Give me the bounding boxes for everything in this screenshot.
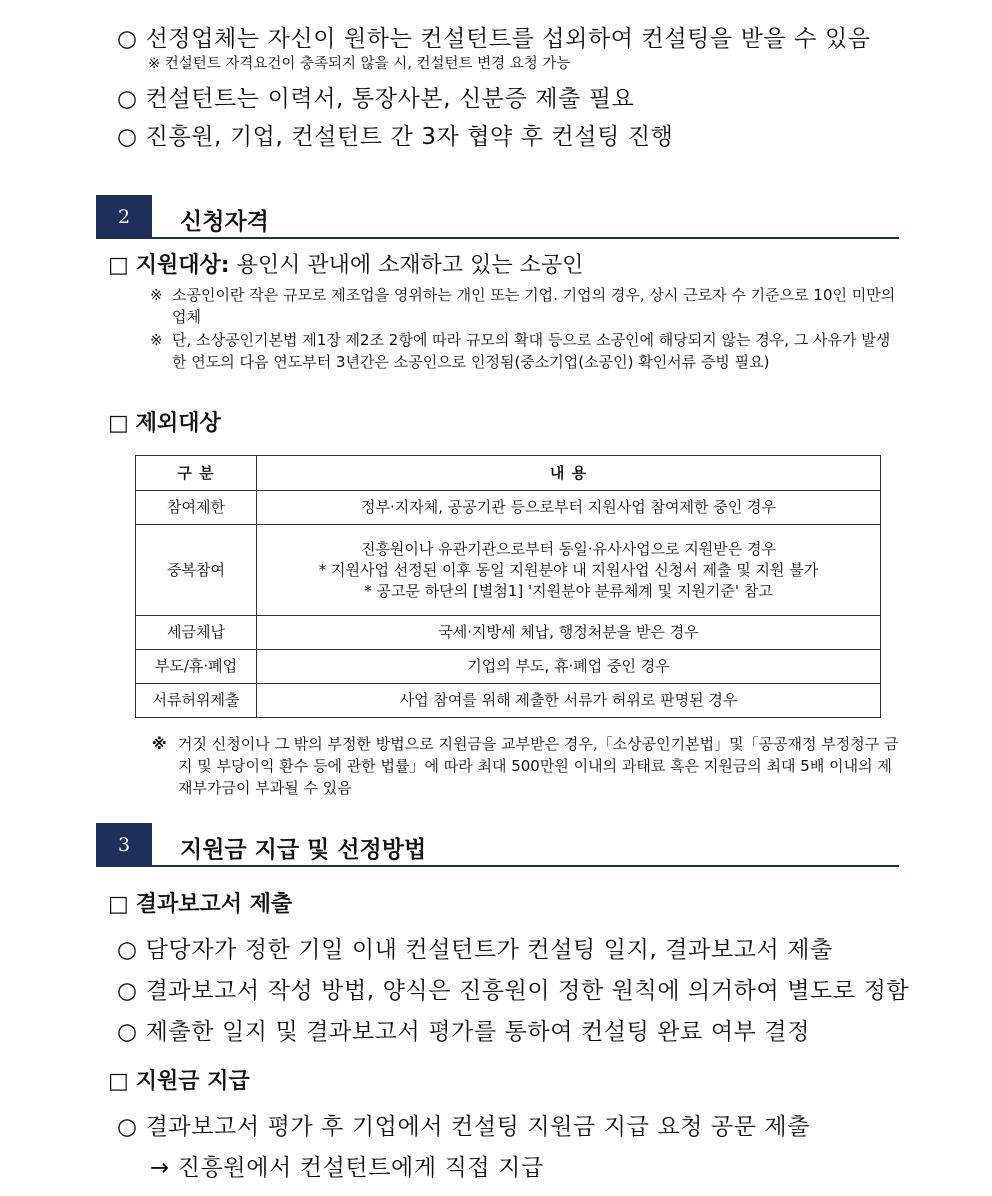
- section-2-rule: [96, 237, 899, 239]
- payment-arrow-line: → 진흥원에서 컨설턴트에게 직접 지급: [150, 1155, 544, 1181]
- report-label: 결과보고서 제출: [135, 892, 293, 917]
- row-category: 서류허위제출: [136, 684, 257, 718]
- target-heading: [108, 248, 583, 279]
- table-row: [136, 650, 881, 684]
- payment-label: 지원금 지급: [135, 1069, 250, 1094]
- table-row: [136, 616, 881, 650]
- consultant-docs-line: ○ 컨설턴트는 이력서, 통장사본, 신분증 제출 필요: [117, 86, 635, 112]
- payment-checkbox-mark: □: [108, 1069, 129, 1094]
- exclusion-checkbox-mark: □: [108, 411, 129, 436]
- note1-text: 소공인이란 작은 규모로 제조업을 영위하는 개인 또는 기업. 기업의 경우, 상시 근로자 수 기준으로 10인 미만의 업체: [172, 286, 896, 326]
- note1-mark: ※: [150, 286, 163, 304]
- note2-text: 단, 소상공인기본법 제1장 제2조 2항에 따라 규모의 확대 등으로 소공인에 해당되지 않는 경우, 그 사유가 발생한 연도의 다음 연도부터 3년간은 소공인으로 인정됨(중소기업(소공인) 확인서류 증빙 필요): [172, 331, 891, 371]
- table-row: [136, 684, 881, 718]
- row-content: 기업의 부도, 휴·폐업 중인 경우: [257, 650, 881, 684]
- note2-mark: ※: [150, 331, 163, 349]
- row-content: 사업 참여를 위해 제출한 서류가 허위로 판명된 경우: [257, 684, 881, 718]
- penalty-text: 거짓 신청이나 그 밖의 부정한 방법으로 지원금을 교부받은 경우,「소상공인기본법」및「공공재정 부정청구 금지 및 부당이익 환수 등에 관한 법률」에 따라 최대 500만원 이내의 과태료 혹은 지원금의 최대 5배 이내의 제재부가금이 부과될 수 있음: [178, 735, 899, 797]
- report-heading: [108, 887, 292, 918]
- row-category: 중복참여: [136, 525, 257, 616]
- row-content: 정부·지자체, 공공기관 등으로부터 지원사업 참여제한 중인 경우: [257, 491, 881, 525]
- section-2-number: 2: [96, 195, 152, 239]
- penalty-mark: ※: [152, 735, 167, 753]
- report-checkbox-mark: □: [108, 892, 129, 917]
- consultant-choice-line: ○ 선정업체는 자신이 원하는 컨설턴트를 섭외하여 컨설팅을 받을 수 있음: [117, 26, 871, 52]
- three-party-agreement-line: ○ 진흥원, 기업, 컨설턴트 간 3자 협약 후 컨설팅 진행: [117, 124, 674, 150]
- report-item: ○ 제출한 일지 및 결과보고서 평가를 통하여 컨설팅 완료 여부 결정: [117, 1019, 811, 1045]
- header-content: 내 용: [257, 456, 881, 491]
- row-content-line: * 지원사업 선정된 이후 동일 지원분야 내 지원사업 신청서 제출 및 지원 불가: [318, 560, 819, 579]
- table-row: [136, 491, 881, 525]
- penalty-note: [152, 733, 902, 799]
- header-category: 구 분: [136, 456, 257, 491]
- row-category: 참여제한: [136, 491, 257, 525]
- exclusion-table: [135, 455, 881, 718]
- table-header-row: [136, 456, 881, 491]
- row-category: 세금체납: [136, 616, 257, 650]
- section-3-number: 3: [96, 823, 152, 867]
- row-content-line: * 공고문 하단의 [별첨1] '지원분야 분류체계 및 지원기준' 참고: [364, 581, 773, 600]
- section-3-rule: [96, 865, 899, 867]
- small-business-exception-note: [150, 329, 902, 373]
- exclusion-label: 제외대상: [135, 411, 221, 436]
- section-2-title: 신청자격: [180, 208, 269, 235]
- row-category: 부도/휴·폐업: [136, 650, 257, 684]
- consultant-change-note: ※ 컨설턴트 자격요건이 충족되지 않을 시, 컨설턴트 변경 요청 가능: [148, 56, 571, 72]
- section-3-title: 지원금 지급 및 선정방법: [180, 836, 427, 863]
- row-content: [257, 525, 881, 616]
- row-content: 국세·지방세 체납, 행정처분을 받은 경우: [257, 616, 881, 650]
- target-text: 용인시 관내에 소재하고 있는 소공인: [236, 253, 584, 278]
- report-item: ○ 담당자가 정한 기일 이내 컨설턴트가 컨설팅 일지, 결과보고서 제출: [117, 937, 833, 963]
- row-content-line: 진흥원이나 유관기관으로부터 동일·유사사업으로 지원받은 경우: [360, 539, 777, 558]
- target-checkbox-mark: □: [108, 253, 129, 278]
- report-item: ○ 결과보고서 작성 방법, 양식은 진흥원이 정한 원칙에 의거하여 별도로 정함: [117, 978, 910, 1004]
- payment-item: ○ 결과보고서 평가 후 기업에서 컨설팅 지원금 지급 요청 공문 제출: [117, 1114, 811, 1140]
- exclusion-heading: [108, 406, 221, 437]
- table-row: [136, 525, 881, 616]
- payment-heading: [108, 1064, 250, 1095]
- target-label: 지원대상:: [135, 253, 230, 278]
- small-business-definition-note: [150, 284, 902, 328]
